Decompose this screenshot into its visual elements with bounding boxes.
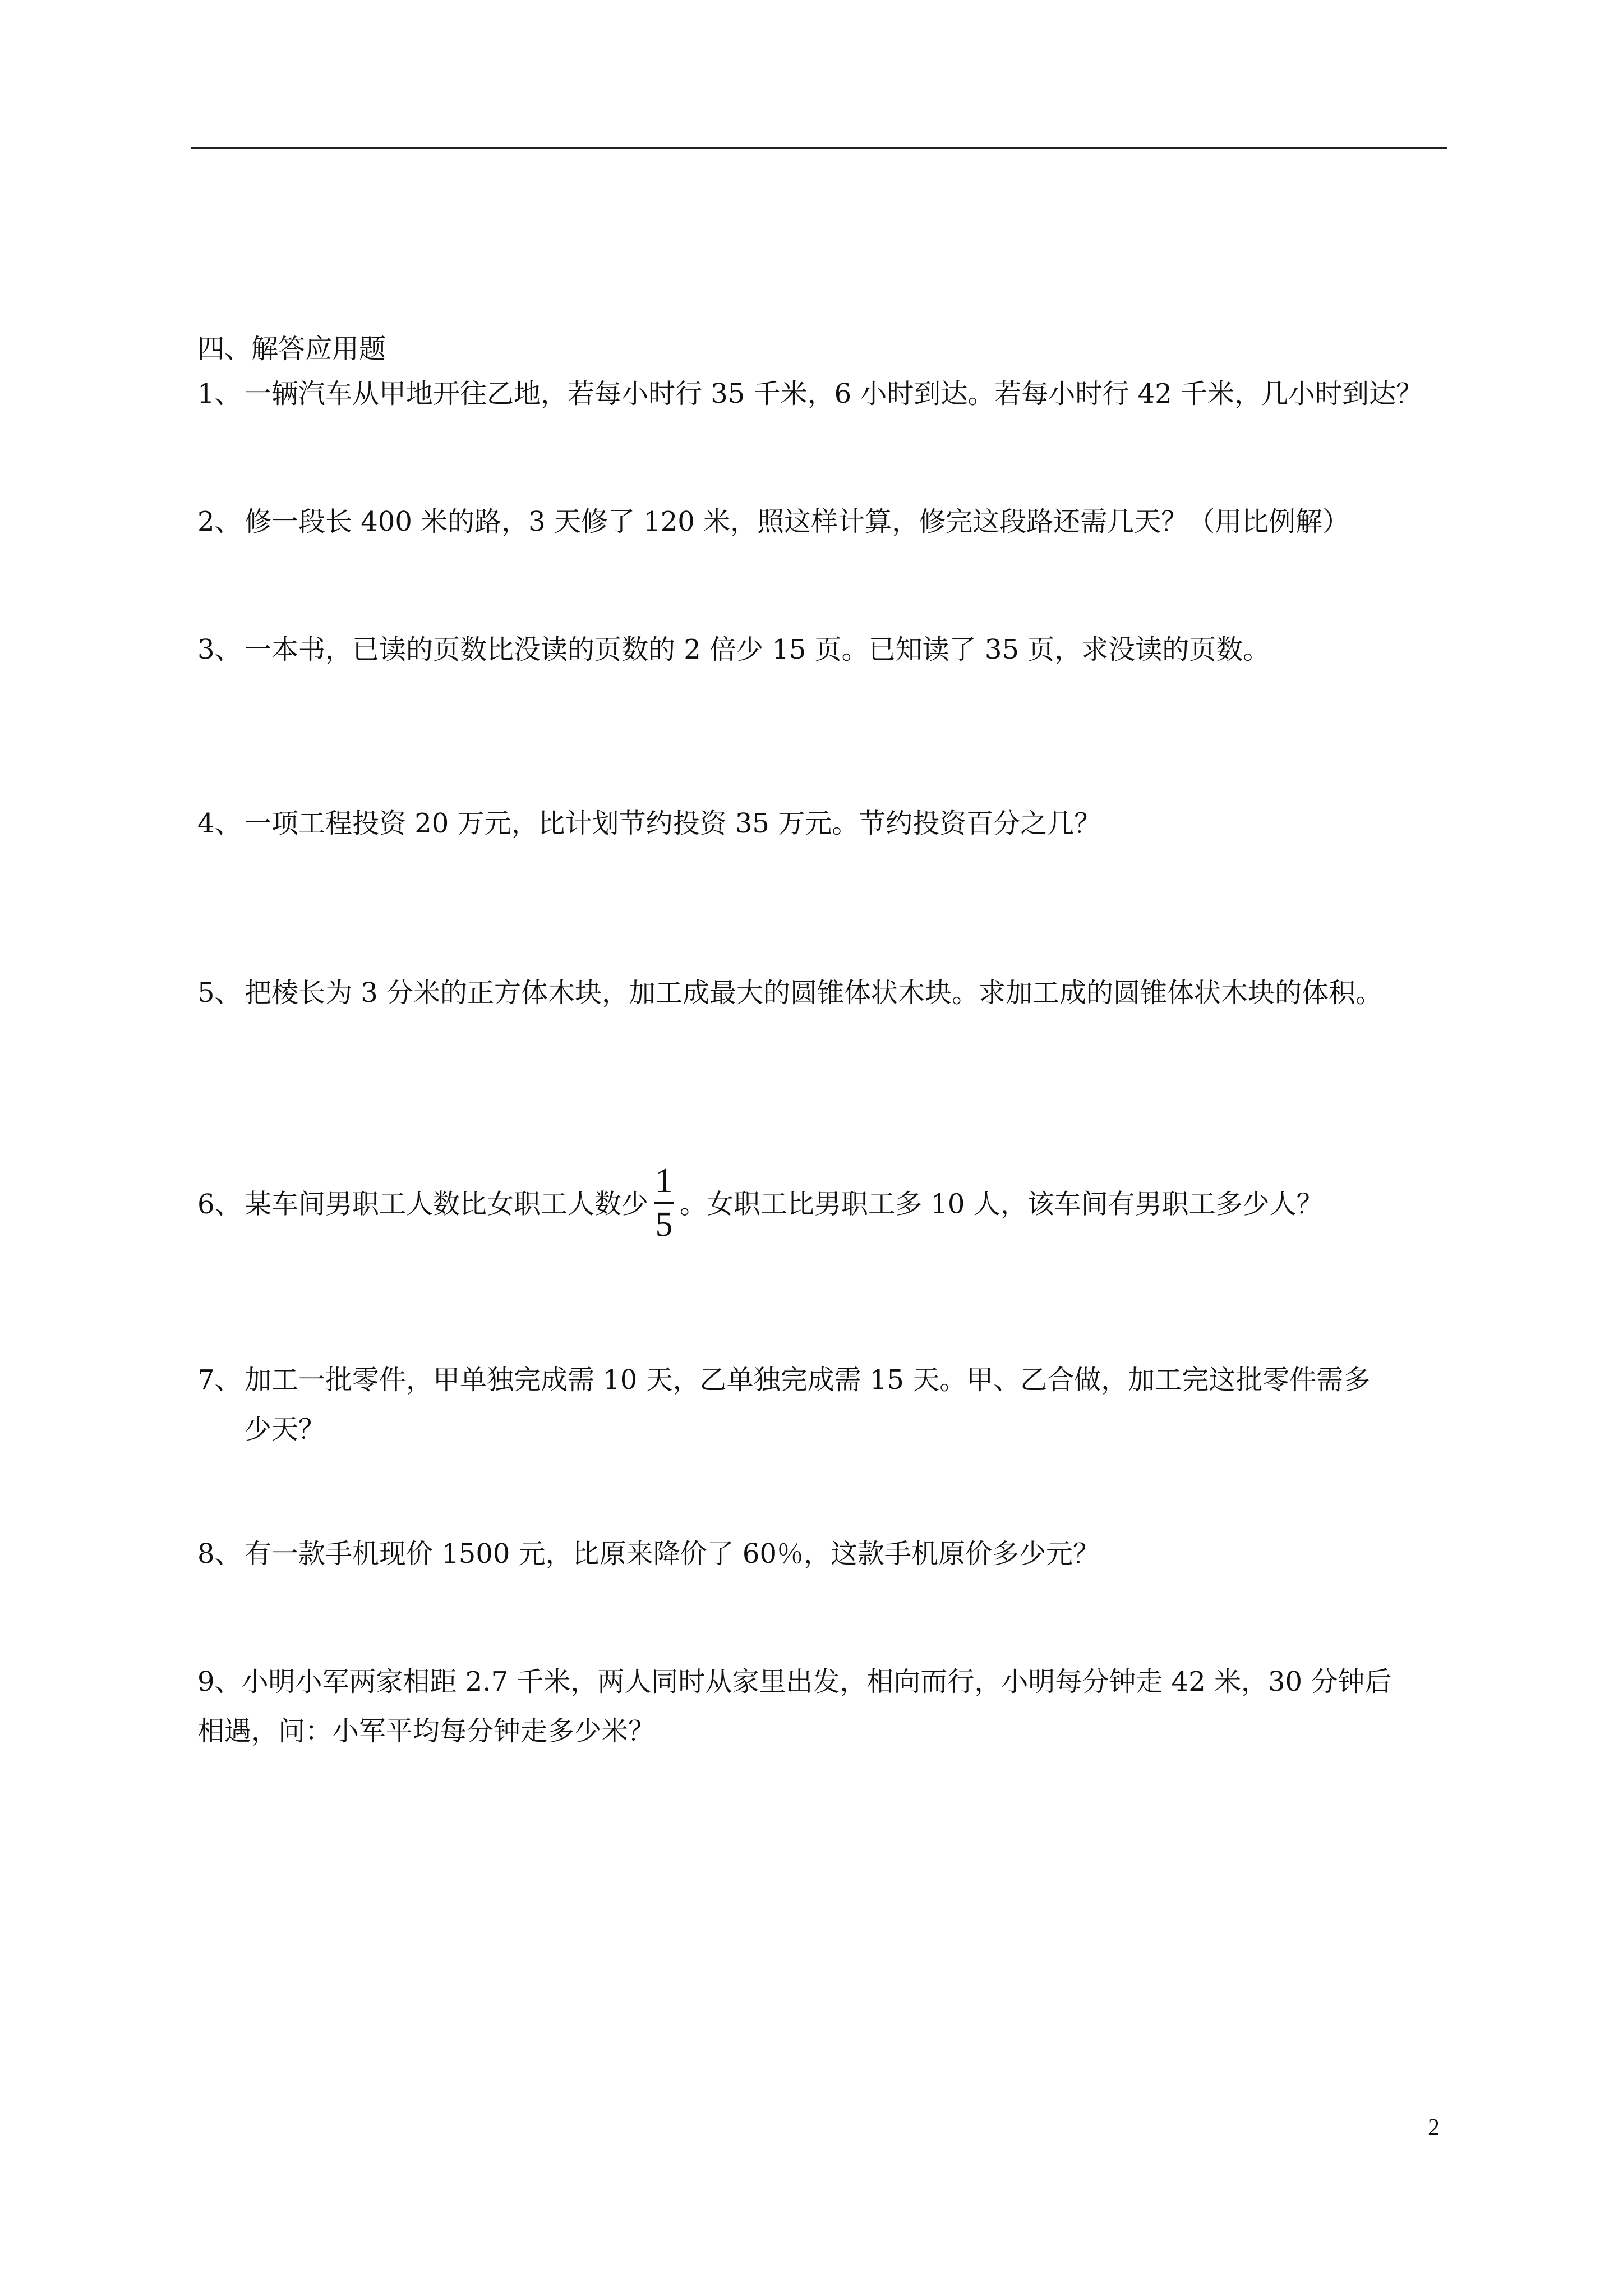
question-text: 一项工程投资 20 万元，比计划节约投资 35 万元。节约投资百分之几？ bbox=[245, 808, 1101, 839]
question-text-line2: 少天？ bbox=[245, 1414, 326, 1445]
question-number: 7、 bbox=[197, 1364, 242, 1396]
fraction-numerator: 1 bbox=[655, 1162, 673, 1200]
question-text: 有一款手机现价 1500 元，比原来降价了 60％，这款手机原价多少元？ bbox=[245, 1538, 1100, 1570]
fraction-denominator: 5 bbox=[655, 1205, 673, 1244]
question-2 bbox=[197, 505, 1454, 539]
fraction bbox=[654, 1162, 674, 1243]
question-5 bbox=[197, 976, 1454, 1010]
question-3 bbox=[197, 633, 1454, 666]
question-text: 一本书，已读的页数比没读的页数的 2 倍少 15 页。已知读了 35 页，求没读的页数。 bbox=[245, 634, 1270, 665]
question-text-before: 某车间男职工人数比女职工人数少 bbox=[245, 1188, 649, 1220]
question-text-after: 。女职工比男职工多 10 人，该车间有男职工多少人？ bbox=[680, 1188, 1324, 1220]
section-title: 四、解答应用题 bbox=[197, 333, 386, 365]
question-7 bbox=[197, 1363, 1454, 1446]
header-rule bbox=[191, 147, 1447, 149]
question-number: 2、 bbox=[197, 506, 242, 537]
question-text-line2: 相遇，问：小军平均每分钟走多少米？ bbox=[197, 1715, 656, 1747]
question-number: 5、 bbox=[197, 977, 242, 1009]
question-6 bbox=[197, 1162, 1454, 1246]
page-number: 2 bbox=[1428, 2115, 1440, 2141]
question-text: 修一段长 400 米的路，3 天修了 120 米，照这样计算，修完这段路还需几天？（用比例解） bbox=[245, 506, 1350, 537]
question-text: 一辆汽车从甲地开往乙地，若每小时行 35 千米，6 小时到达。若每小时行 42 千米，几小时到达？ bbox=[245, 378, 1423, 409]
question-number: 4、 bbox=[197, 808, 242, 839]
question-number: 1、 bbox=[197, 378, 242, 409]
question-number: 9、 bbox=[197, 1666, 242, 1697]
question-number: 6、 bbox=[197, 1188, 242, 1220]
question-text: 把棱长为 3 分米的正方体木块，加工成最大的圆锥体状木块。求加工成的圆锥体状木块的体积。 bbox=[245, 977, 1383, 1009]
question-number: 3、 bbox=[197, 634, 242, 665]
question-9 bbox=[197, 1665, 1454, 1748]
question-1 bbox=[197, 377, 1454, 411]
question-number: 8、 bbox=[197, 1538, 242, 1570]
fraction-bar bbox=[654, 1202, 674, 1204]
question-8 bbox=[197, 1537, 1454, 1571]
question-text-line1: 加工一批零件，甲单独完成需 10 天，乙单独完成需 15 天。甲、乙合做，加工完这批零件需多 bbox=[245, 1364, 1371, 1396]
question-text-line1: 小明小军两家相距 2.7 千米，两人同时从家里出发，相向而行，小明每分钟走 42 米，30 分钟后 bbox=[241, 1666, 1392, 1697]
question-4 bbox=[197, 807, 1454, 840]
